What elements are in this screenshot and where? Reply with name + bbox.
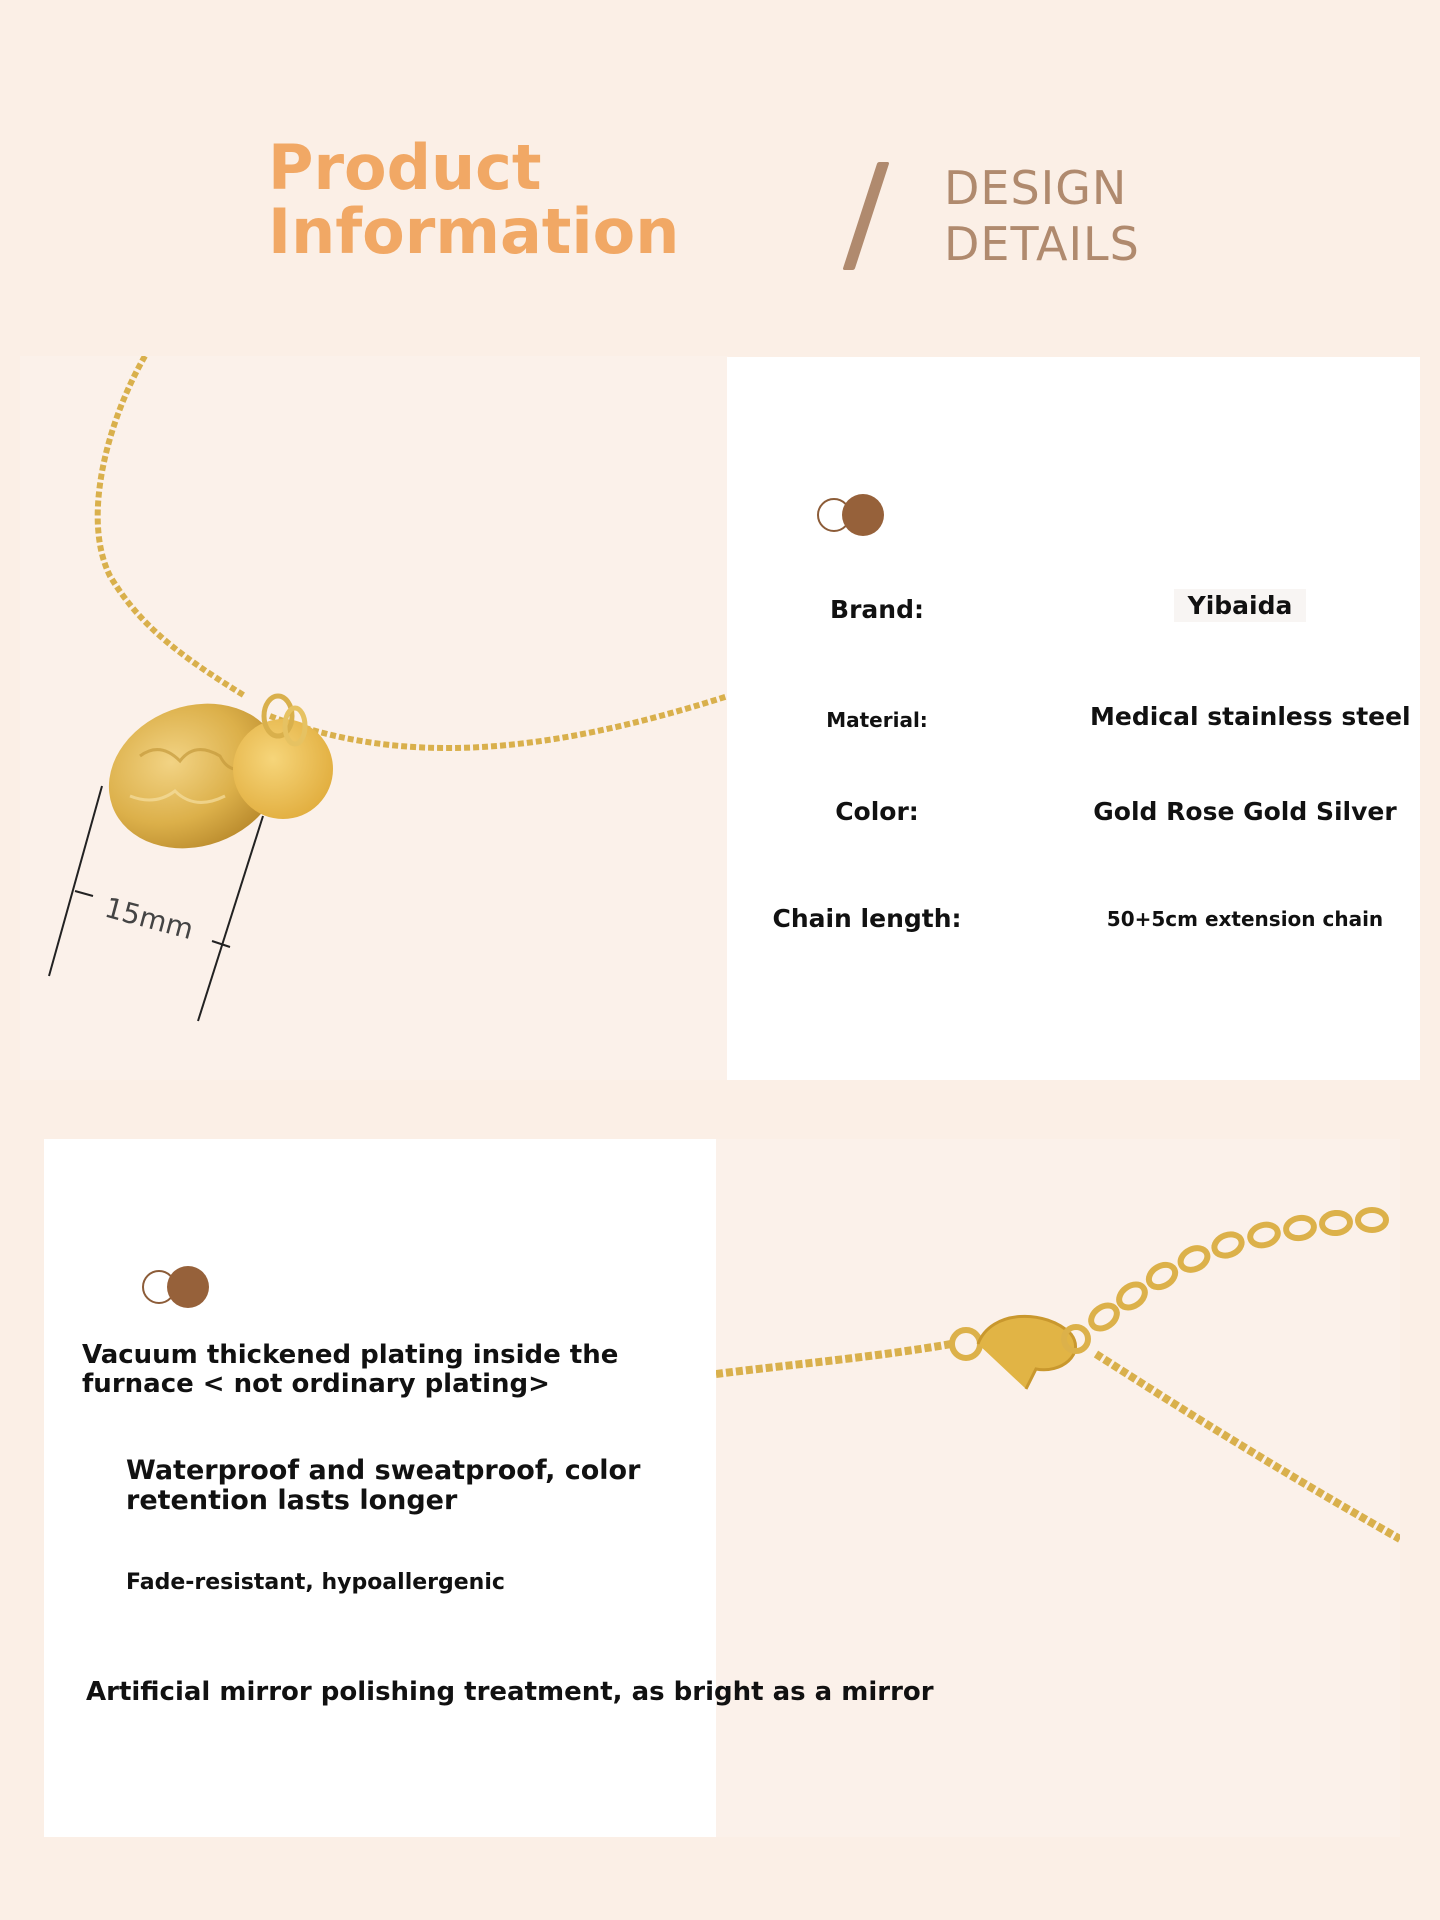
feature-fade-resistant: Fade-resistant, hypoallergenic <box>126 1570 505 1595</box>
spec-value-color: Gold Rose Gold Silver <box>1093 797 1397 826</box>
feature-waterproof: Waterproof and sweatproof, color retention lasts longer <box>126 1455 641 1516</box>
filled-dot-icon <box>842 494 884 536</box>
specs-card <box>727 357 1420 1080</box>
design-line-2: DETAILS <box>944 217 1140 271</box>
spec-value-chain-length: 50+5cm extension chain <box>1106 907 1384 931</box>
accent-dots <box>817 491 887 537</box>
clasp-chain-illustration <box>716 1139 1400 1837</box>
design-details-heading <box>944 160 1140 272</box>
feature-mirror-polishing: Artificial mirror polishing treatment, as bright as a mirror <box>86 1677 934 1707</box>
measurement-label: 15mm <box>101 890 197 947</box>
spec-value-brand <box>1120 591 1360 620</box>
slash-divider <box>842 162 889 270</box>
spec-label-material: Material: <box>826 708 928 732</box>
feature-vacuum-plating: Vacuum thickened plating inside the furnace < not ordinary plating> <box>82 1340 619 1399</box>
brand-value: Yibaida <box>1174 589 1307 622</box>
design-line-1: DESIGN <box>944 161 1128 215</box>
pendant-photo <box>20 356 728 1080</box>
pendant-necklace-illustration <box>20 356 728 1080</box>
title-line-1: Product <box>268 131 542 204</box>
spec-label-chain-length: Chain length: <box>772 904 962 933</box>
spec-label-color: Color: <box>835 797 919 826</box>
spec-label-brand: Brand: <box>830 595 924 624</box>
clasp-photo <box>716 1139 1400 1837</box>
accent-dots <box>142 1263 212 1309</box>
filled-dot-icon <box>167 1266 209 1308</box>
product-information-title <box>268 131 680 268</box>
spec-value-material: Medical stainless steel <box>1090 702 1411 731</box>
title-line-2: Information <box>268 195 680 268</box>
